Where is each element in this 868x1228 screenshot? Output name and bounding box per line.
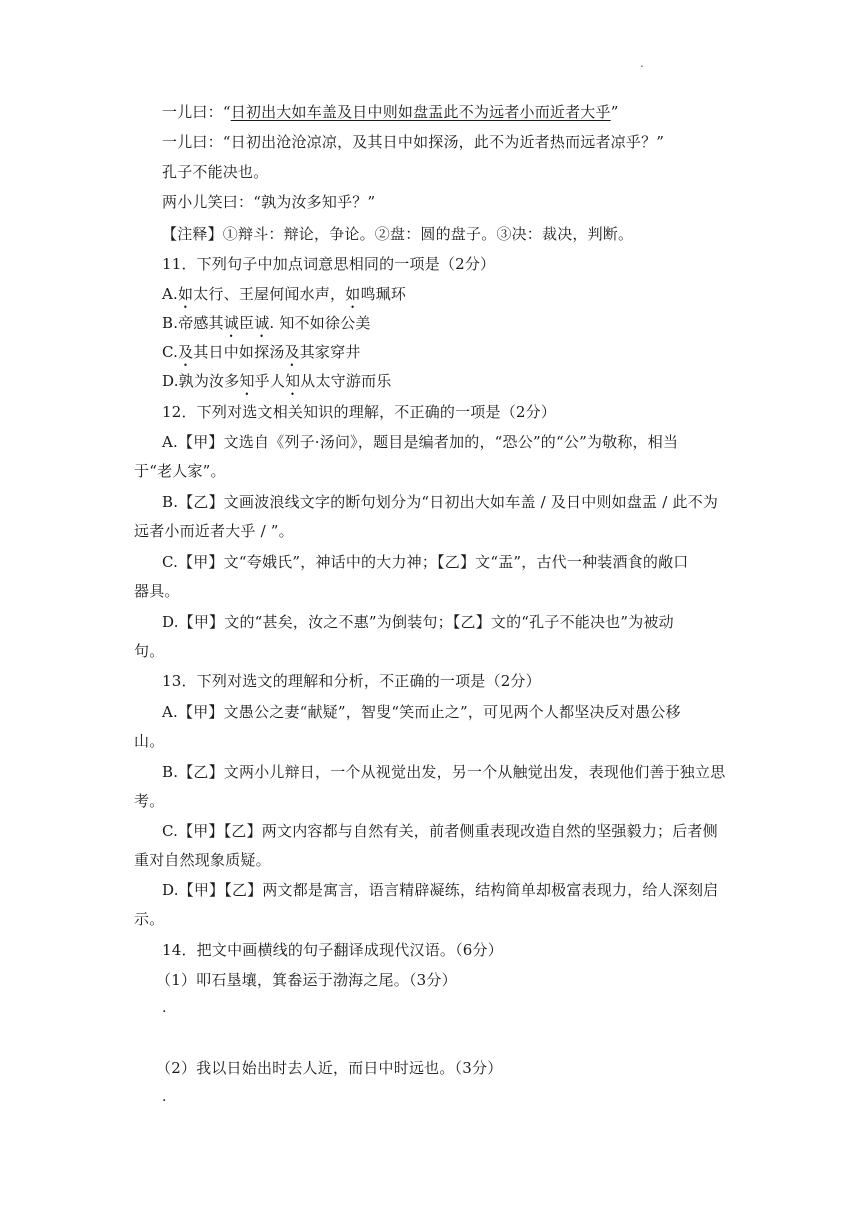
dotted-word: 如 — [345, 285, 361, 303]
q13-option-c-line2: 重对自然现象质疑。 — [134, 851, 271, 869]
dotted-word: 如 — [178, 285, 194, 303]
dotted-word: 诚 — [223, 314, 239, 332]
speaker: 一儿曰： — [162, 103, 223, 121]
dotted-word: 诚 — [254, 314, 270, 332]
q12-option-d-line2: 句。 — [134, 642, 165, 660]
q13-option-a-line2: 山。 — [134, 732, 165, 750]
dotted-word: 知 — [285, 372, 301, 390]
q14-sentence-2: （2）我以日始出时去人近，而日中时远也。（3分） — [156, 1059, 503, 1077]
q11-option-b: B.帝感其诚臣诚. 知不如徐公美 — [162, 314, 371, 332]
q13-option-d-line2: 示。 — [134, 910, 165, 928]
q12-option-c-line2: 器具。 — [134, 582, 180, 600]
q13-option-b-line2: 考。 — [134, 792, 165, 810]
q12-option-a-line1: A.【甲】文选自《列子·汤问》，题目是编者加的，“恐公”的“公”为敬称，相当 — [162, 433, 679, 451]
q14-stem: 14．把文中画横线的句子翻译成现代汉语。（6分） — [162, 941, 503, 959]
q11-option-a: A.如太行、王屋何闻水声，如鸣珮环 — [162, 285, 407, 303]
q13-stem: 13．下列对选文的理解和分析，不正确的一项是（2分） — [162, 672, 541, 690]
dotted-word: 及 — [178, 343, 194, 361]
passage-line-4: 两小儿笑曰：“孰为汝多知乎？” — [162, 193, 376, 211]
dotted-word: 及 — [284, 343, 300, 361]
passage-line-2: 一儿曰：“日初出沧沧凉凉，及其日中如探汤，此不为近者热而远者凉乎？” — [162, 133, 665, 151]
q12-stem: 12．下列对选文相关知识的理解，不正确的一项是（2分） — [162, 403, 557, 421]
q11-stem: 11．下列句子中加点词意思相同的一项是（2分） — [162, 255, 496, 273]
q13-option-a-line1: A.【甲】文愚公之妻“献疑”，智叟“笑而止之”，可见两个人都坚决反对愚公移 — [162, 703, 681, 721]
q13-option-c-line1: C.【甲】【乙】两文内容都与自然有关，前者侧重表现改造自然的坚强毅力；后者侧 — [162, 822, 718, 840]
q13-option-d-line1: D.【甲】【乙】两文都是寓言，语言精辟凝练，结构简单却极富表现力，给人深刻启 — [162, 881, 719, 899]
answer-blank-2: . — [162, 1089, 167, 1105]
passage-line-3: 孔子不能决也。 — [162, 163, 269, 181]
q12-option-d-line1: D.【甲】文的“甚矣，汝之不惠”为倒装句；【乙】文的“孔子不能决也”为被动 — [162, 613, 674, 631]
dotted-word: 知 — [239, 372, 255, 390]
passage-line-1: 一儿曰：“日初出大如车盖及日中则如盘盂此不为远者小而近者大乎” — [162, 103, 619, 121]
q11-option-d: D.孰为汝多知乎人知从太守游而乐 — [162, 372, 392, 390]
q13-option-b-line1: B.【乙】文两小儿辩日，一个从视觉出发，另一个从触觉出发，表现他们善于独立思 — [162, 763, 726, 781]
answer-blank-1: . — [162, 1000, 167, 1016]
q11-option-c: C.及其日中如探汤及其家穿井 — [162, 343, 361, 361]
q14-sentence-1: （1）叩石垦壤，箕畚运于渤海之尾。（3分） — [156, 971, 457, 989]
q12-option-c-line1: C.【甲】文“夸娥氏”，神话中的大力神；【乙】文“盂”，古代一种装酒食的敞口 — [162, 553, 689, 571]
annotation-note: 【注释】①辩斗：辩论，争论。②盘：圆的盘子。③决：裁决，判断。 — [162, 225, 634, 243]
q12-option-a-line2: 于“老人家”。 — [134, 462, 226, 480]
header-mark: . — [640, 56, 644, 70]
q12-option-b-line1: B.【乙】文画波浪线文字的断句划分为“日初出大如车盖 / 及日中则如盘盂 / 此不为 — [162, 493, 719, 511]
q12-option-b-line2: 远者小而近者大乎 / ”。 — [134, 522, 294, 540]
underlined-sentence: 日初出大如车盖及日中则如盘盂此不为远者小而近者大乎 — [230, 103, 611, 121]
